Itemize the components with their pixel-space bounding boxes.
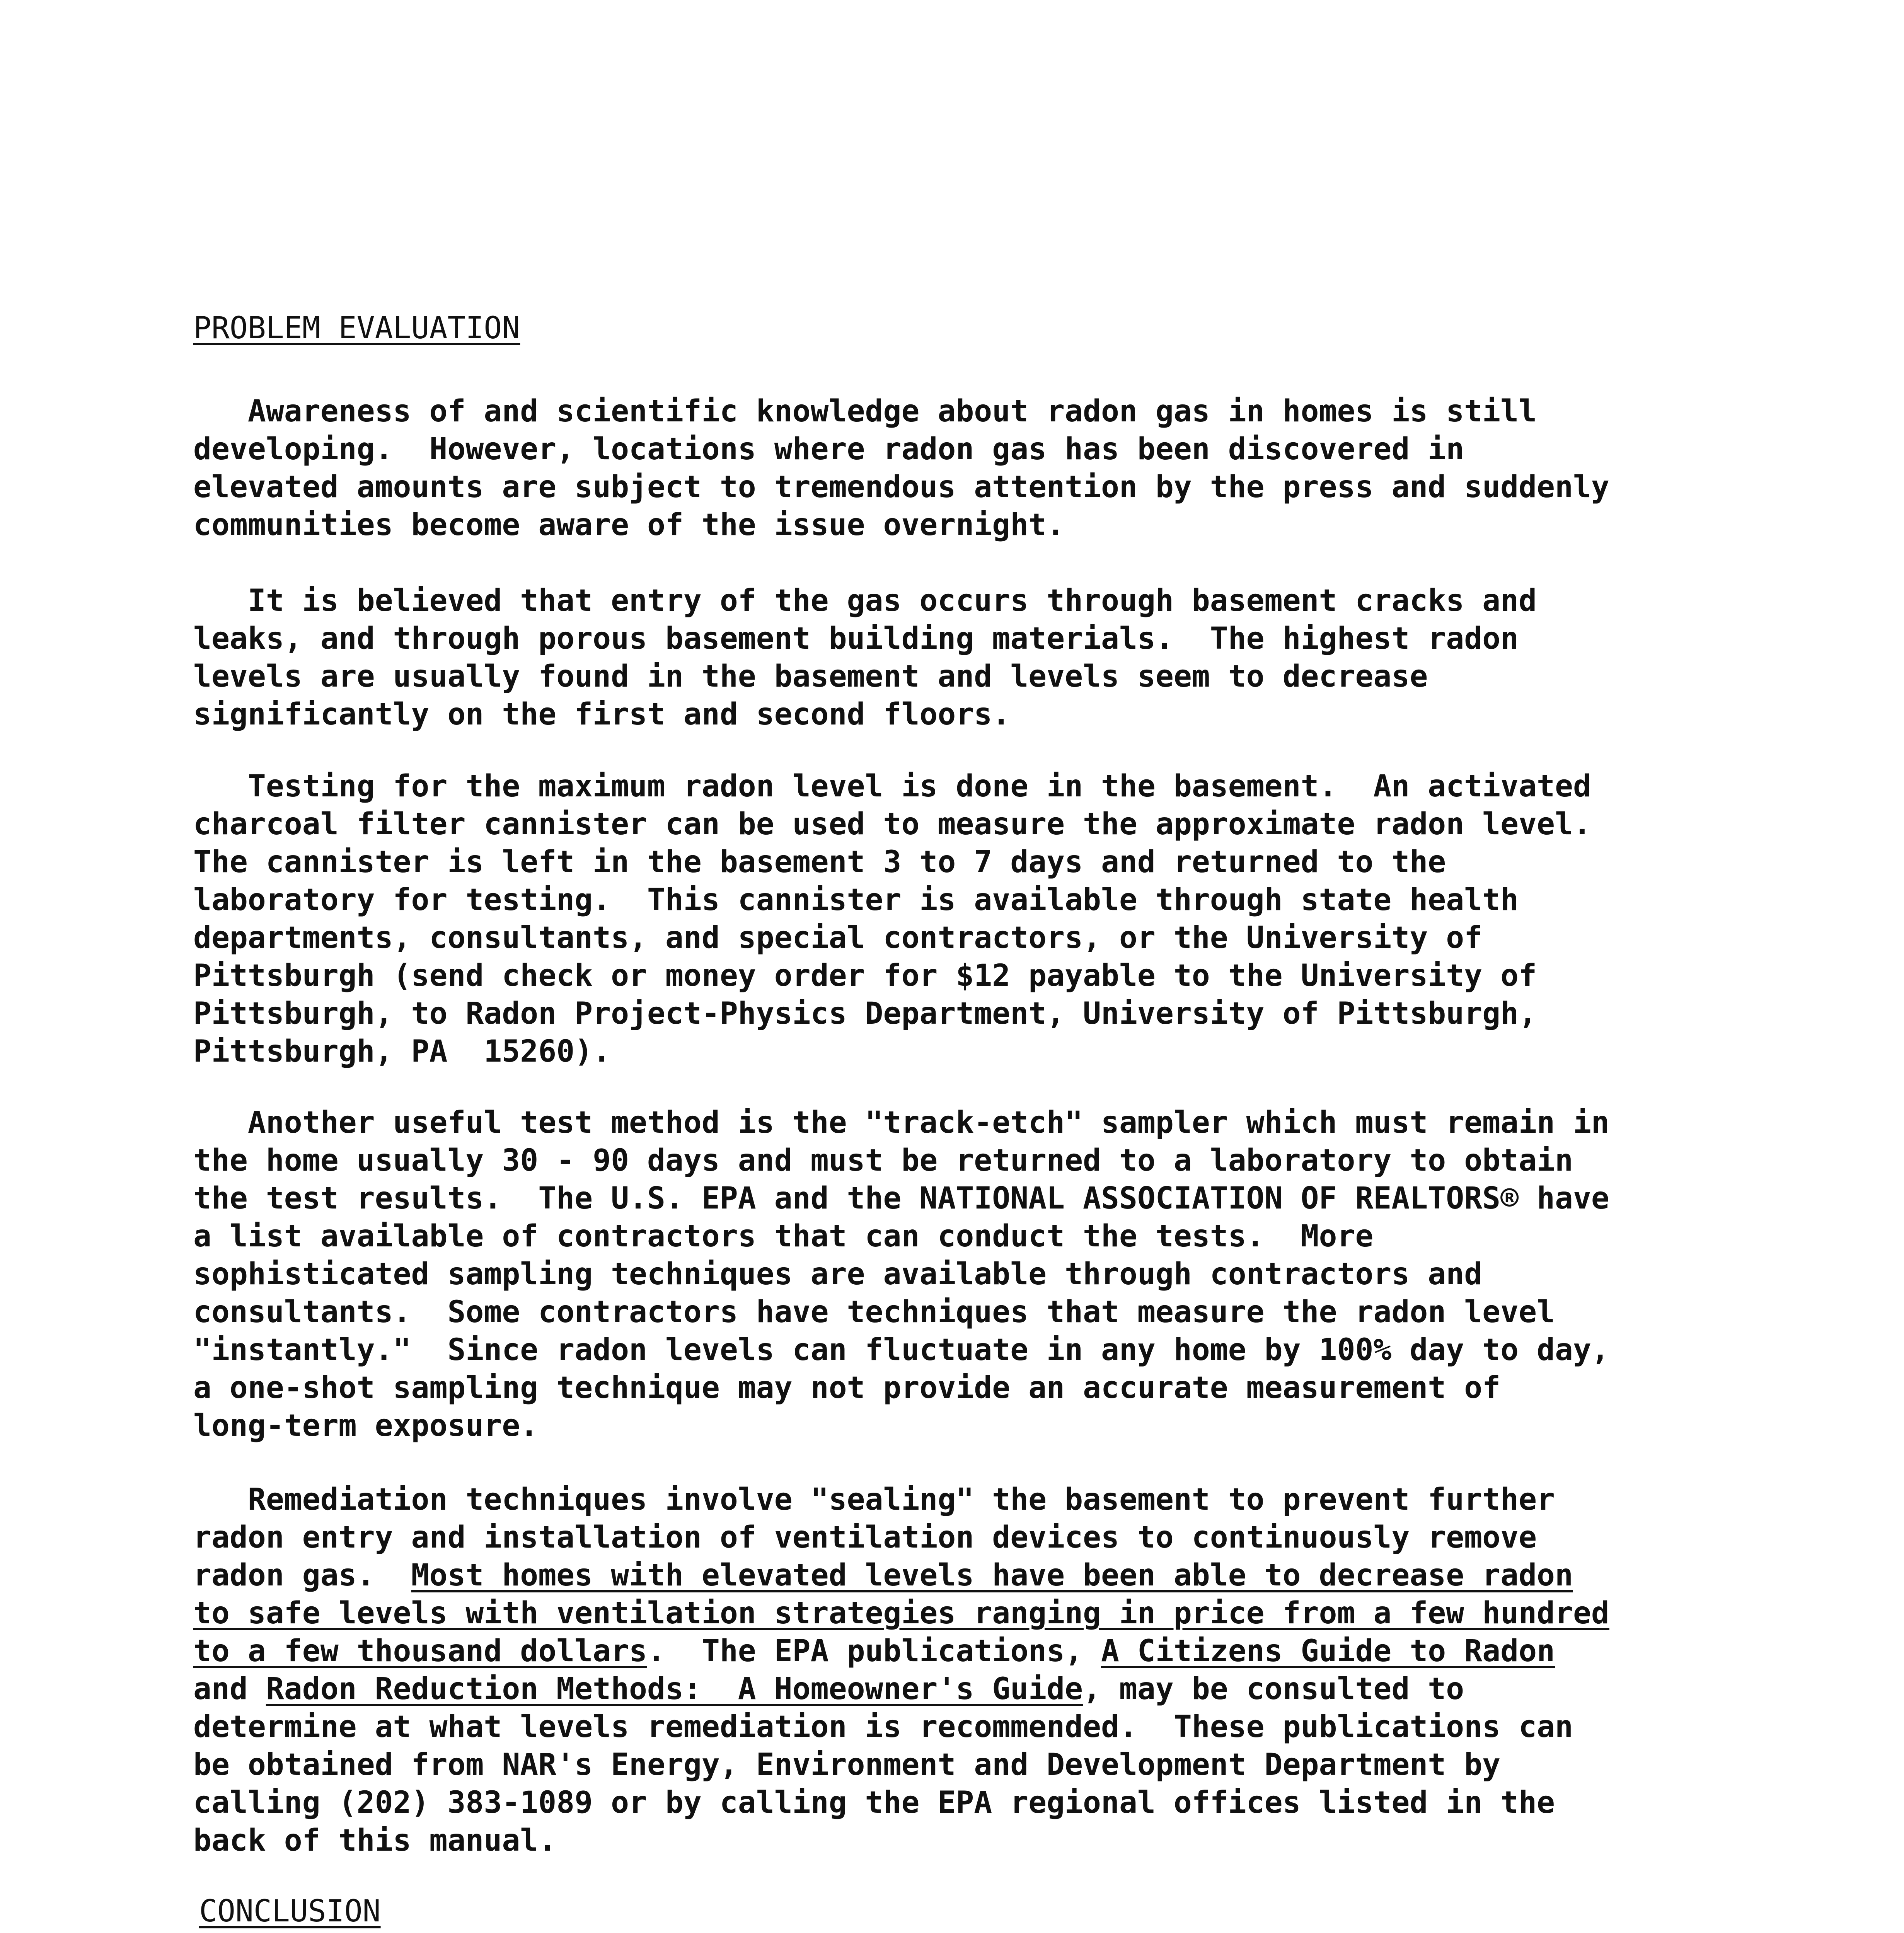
text-line: a one-shot sampling technique may not provide an accurate measurement of xyxy=(193,1370,1501,1405)
section-heading-conclusion: CONCLUSION xyxy=(199,1894,381,1929)
text-line: Pittsburgh (send check or money order for $12 payable to the University of xyxy=(193,958,1537,993)
section-heading-problem-evaluation: PROBLEM EVALUATION xyxy=(193,311,520,346)
text-line: a list available of contractors that can conduct the tests. More xyxy=(193,1219,1374,1254)
text-line: leaks, and through porous basement building materials. The highest radon xyxy=(193,621,1519,656)
text-line: Another useful test method is the "track-etch" sampler which must remain in xyxy=(193,1105,1609,1140)
text-line: laboratory for testing. This cannister is available through state health xyxy=(193,883,1519,917)
text-line: levels are usually found in the basement and levels seem to decrease xyxy=(193,659,1428,694)
text-line: Pittsburgh, to Radon Project-Physics Department, University of Pittsburgh, xyxy=(193,996,1537,1031)
text-line: Pittsburgh, PA 15260). xyxy=(193,1034,611,1069)
text-line: communities become aware of the issue overnight. xyxy=(193,508,1065,542)
text-line: the home usually 30 - 90 days and must be returned to a laboratory to obtain xyxy=(193,1143,1573,1178)
text-segment: and xyxy=(193,1672,266,1706)
text-line xyxy=(193,1670,1778,1708)
text-line: sophisticated sampling techniques are available through contractors and xyxy=(193,1257,1483,1292)
text-line: significantly on the first and second floors. xyxy=(193,697,1011,732)
text-line: Awareness of and scientific knowledge about radon gas in homes is still xyxy=(193,394,1537,429)
text-line xyxy=(193,1556,1778,1594)
paragraph-track-etch xyxy=(193,1104,1778,1445)
text-line: It is believed that entry of the gas occurs through basement cracks and xyxy=(193,583,1537,618)
text-line: Remediation techniques involve "sealing" the basement to prevent further xyxy=(193,1482,1555,1517)
text-line: elevated amounts are subject to tremendous attention by the press and suddenly xyxy=(193,470,1609,505)
paragraph-awareness xyxy=(193,392,1778,544)
text-segment: radon gas. xyxy=(193,1558,411,1593)
text-segment: . The EPA publications, xyxy=(647,1634,1101,1669)
text-line: the test results. The U.S. EPA and the NATIONAL ASSOCIATION OF REALTORS® have xyxy=(193,1181,1609,1216)
text-line: calling (202) 383-1089 or by calling the EPA regional offices listed in the xyxy=(193,1785,1555,1820)
text-line: be obtained from NAR's Energy, Environment and Development Department by xyxy=(193,1747,1501,1782)
text-line: The cannister is left in the basement 3 to 7 days and returned to the xyxy=(193,845,1446,880)
text-line: Testing for the maximum radon level is done in the basement. An activated xyxy=(193,769,1591,804)
text-line: charcoal filter cannister can be used to measure the approximate radon level. xyxy=(193,807,1591,842)
paragraph-gas-entry xyxy=(193,582,1778,733)
underlined-text: to a few thousand dollars xyxy=(193,1634,647,1669)
text-line: "instantly." Since radon levels can fluctuate in any home by 100% day to day, xyxy=(193,1333,1609,1367)
publication-title-citizens-guide: A Citizens Guide to Radon xyxy=(1101,1634,1555,1669)
publication-title-radon-reduction: Radon Reduction Methods: A Homeowner's Guide xyxy=(266,1672,1083,1706)
text-line: developing. However, locations where radon gas has been discovered in xyxy=(193,432,1464,467)
text-line: long-term exposure. xyxy=(193,1408,539,1443)
text-line xyxy=(193,1594,1778,1632)
text-line: departments, consultants, and special contractors, or the University of xyxy=(193,920,1483,955)
text-segment: , may be consulted to xyxy=(1083,1672,1464,1706)
underlined-text: Most homes with elevated levels have been able to decrease radon xyxy=(411,1558,1573,1593)
text-line: back of this manual. xyxy=(193,1823,557,1858)
text-line: determine at what levels remediation is recommended. These publications can xyxy=(193,1710,1573,1744)
text-line xyxy=(193,1632,1778,1670)
text-line: radon entry and installation of ventilation devices to continuously remove xyxy=(193,1520,1537,1555)
paragraph-testing xyxy=(193,767,1778,1070)
underlined-text: to safe levels with ventilation strategies ranging in price from a few hundred xyxy=(193,1596,1609,1631)
text-line: consultants. Some contractors have techniques that measure the radon level xyxy=(193,1295,1555,1330)
paragraph-remediation xyxy=(193,1481,1778,1860)
